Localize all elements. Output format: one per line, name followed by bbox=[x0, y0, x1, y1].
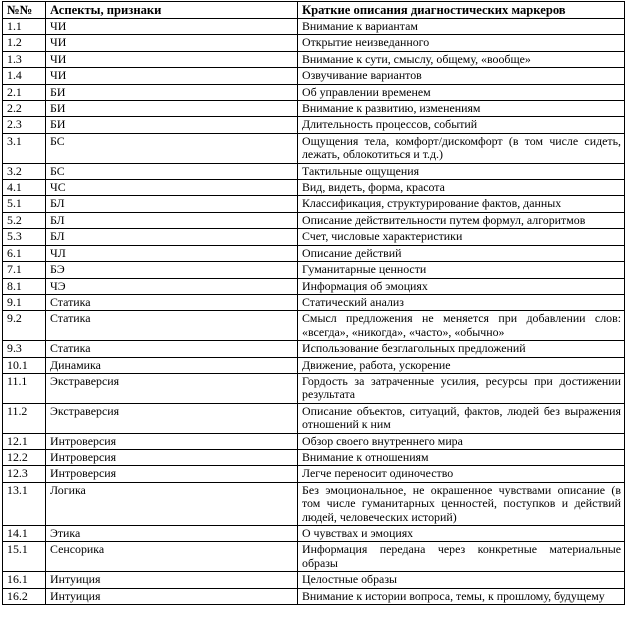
row-number: 7.1 bbox=[3, 262, 46, 278]
row-aspect: ЧИ bbox=[46, 19, 298, 35]
row-number: 1.3 bbox=[3, 51, 46, 67]
row-description: Тактильные ощущения bbox=[298, 163, 625, 179]
row-aspect: Статика bbox=[46, 341, 298, 357]
row-aspect: ЧИ bbox=[46, 68, 298, 84]
table-row bbox=[3, 35, 625, 51]
table-row bbox=[3, 482, 625, 525]
row-aspect: БС bbox=[46, 163, 298, 179]
row-aspect: ЧИ bbox=[46, 51, 298, 67]
table-row bbox=[3, 278, 625, 294]
table-row bbox=[3, 526, 625, 542]
table-row bbox=[3, 357, 625, 373]
row-description: Целостные образы bbox=[298, 572, 625, 588]
row-number: 3.2 bbox=[3, 163, 46, 179]
row-aspect: ЧС bbox=[46, 180, 298, 196]
row-aspect: БИ bbox=[46, 84, 298, 100]
row-description: Описание объектов, ситуаций, фактов, людей без выражения отношений к ним bbox=[298, 403, 625, 433]
row-description: Длительность процессов, событий bbox=[298, 117, 625, 133]
row-number: 2.1 bbox=[3, 84, 46, 100]
row-aspect: БЭ bbox=[46, 262, 298, 278]
row-number: 13.1 bbox=[3, 482, 46, 525]
row-aspect: БЛ bbox=[46, 196, 298, 212]
row-description: О чувствах и эмоциях bbox=[298, 526, 625, 542]
row-description: Ощущения тела, комфорт/дискомфорт (в том числе сидеть, лежать, облокотиться и т.д.) bbox=[298, 133, 625, 163]
row-aspect: Интроверсия bbox=[46, 466, 298, 482]
row-aspect: Статика bbox=[46, 294, 298, 310]
row-aspect: БИ bbox=[46, 117, 298, 133]
row-number: 3.1 bbox=[3, 133, 46, 163]
row-number: 12.1 bbox=[3, 433, 46, 449]
row-description: Внимание к истории вопроса, темы, к прошлому, будущему bbox=[298, 588, 625, 604]
table-row bbox=[3, 403, 625, 433]
table-row bbox=[3, 51, 625, 67]
diagnostic-markers-table bbox=[2, 1, 625, 605]
row-description: Внимание к отношениям bbox=[298, 449, 625, 465]
row-description: Гуманитарные ценности bbox=[298, 262, 625, 278]
header-number: №№ bbox=[3, 2, 46, 19]
row-description: Использование безглагольных предложений bbox=[298, 341, 625, 357]
table-row bbox=[3, 588, 625, 604]
table-row bbox=[3, 133, 625, 163]
row-aspect: ЧИ bbox=[46, 35, 298, 51]
row-number: 10.1 bbox=[3, 357, 46, 373]
table-row bbox=[3, 433, 625, 449]
row-aspect: БИ bbox=[46, 101, 298, 117]
table-row bbox=[3, 163, 625, 179]
row-aspect: ЧЛ bbox=[46, 245, 298, 261]
row-number: 11.1 bbox=[3, 373, 46, 403]
table-row bbox=[3, 341, 625, 357]
row-description: Информация передана через конкретные материальные образы bbox=[298, 542, 625, 572]
row-description: Статический анализ bbox=[298, 294, 625, 310]
row-aspect: Интуиция bbox=[46, 588, 298, 604]
row-number: 5.3 bbox=[3, 229, 46, 245]
row-number: 9.3 bbox=[3, 341, 46, 357]
row-description: Об управлении временем bbox=[298, 84, 625, 100]
row-number: 5.2 bbox=[3, 212, 46, 228]
row-number: 9.1 bbox=[3, 294, 46, 310]
row-aspect: ЧЭ bbox=[46, 278, 298, 294]
table-row bbox=[3, 373, 625, 403]
row-description: Счет, числовые характеристики bbox=[298, 229, 625, 245]
table-row bbox=[3, 466, 625, 482]
table-header-row bbox=[3, 2, 625, 19]
table-body bbox=[3, 19, 625, 605]
header-description: Краткие описания диагностических маркеров bbox=[298, 2, 625, 19]
table-row bbox=[3, 449, 625, 465]
row-description: Легче переносит одиночество bbox=[298, 466, 625, 482]
row-description: Движение, работа, ускорение bbox=[298, 357, 625, 373]
table-row bbox=[3, 542, 625, 572]
row-description: Внимание к развитию, изменениям bbox=[298, 101, 625, 117]
table-row bbox=[3, 294, 625, 310]
table-row bbox=[3, 117, 625, 133]
row-aspect: Динамика bbox=[46, 357, 298, 373]
table-row bbox=[3, 262, 625, 278]
row-number: 1.2 bbox=[3, 35, 46, 51]
row-description: Описание действий bbox=[298, 245, 625, 261]
row-aspect: Интроверсия bbox=[46, 449, 298, 465]
row-description: Гордость за затраченные усилия, ресурсы при достижении результата bbox=[298, 373, 625, 403]
row-aspect: Экстраверсия bbox=[46, 403, 298, 433]
row-number: 5.1 bbox=[3, 196, 46, 212]
row-number: 12.2 bbox=[3, 449, 46, 465]
row-aspect: БС bbox=[46, 133, 298, 163]
row-description: Классификация, структурирование фактов, данных bbox=[298, 196, 625, 212]
row-description: Обзор своего внутреннего мира bbox=[298, 433, 625, 449]
row-aspect: Сенсорика bbox=[46, 542, 298, 572]
row-number: 1.1 bbox=[3, 19, 46, 35]
row-number: 9.2 bbox=[3, 311, 46, 341]
table-row bbox=[3, 572, 625, 588]
row-number: 2.3 bbox=[3, 117, 46, 133]
row-description: Внимание к сути, смыслу, общему, «вообще» bbox=[298, 51, 625, 67]
row-number: 1.4 bbox=[3, 68, 46, 84]
row-number: 8.1 bbox=[3, 278, 46, 294]
table-row bbox=[3, 311, 625, 341]
row-aspect: Интроверсия bbox=[46, 433, 298, 449]
row-description: Информация об эмоциях bbox=[298, 278, 625, 294]
row-description: Без эмоциональное, не окрашенное чувствами описание (в том числе гуманитарных ценностей, поступков и действий людей, человеческих историй) bbox=[298, 482, 625, 525]
row-number: 16.1 bbox=[3, 572, 46, 588]
table-row bbox=[3, 196, 625, 212]
table-row bbox=[3, 212, 625, 228]
row-aspect: Этика bbox=[46, 526, 298, 542]
header-aspect: Аспекты, признаки bbox=[46, 2, 298, 19]
row-description: Описание действительности путем формул, алгоритмов bbox=[298, 212, 625, 228]
table-row bbox=[3, 229, 625, 245]
row-aspect: БЛ bbox=[46, 229, 298, 245]
row-description: Озвучивание вариантов bbox=[298, 68, 625, 84]
table-row bbox=[3, 180, 625, 196]
row-aspect: Экстраверсия bbox=[46, 373, 298, 403]
row-number: 16.2 bbox=[3, 588, 46, 604]
row-number: 15.1 bbox=[3, 542, 46, 572]
row-description: Открытие неизведанного bbox=[298, 35, 625, 51]
row-number: 12.3 bbox=[3, 466, 46, 482]
row-number: 11.2 bbox=[3, 403, 46, 433]
row-aspect: Логика bbox=[46, 482, 298, 525]
row-number: 14.1 bbox=[3, 526, 46, 542]
row-description: Внимание к вариантам bbox=[298, 19, 625, 35]
row-aspect: Интуиция bbox=[46, 572, 298, 588]
table-row bbox=[3, 68, 625, 84]
row-number: 6.1 bbox=[3, 245, 46, 261]
table-row bbox=[3, 84, 625, 100]
row-aspect: БЛ bbox=[46, 212, 298, 228]
table-row bbox=[3, 245, 625, 261]
row-description: Смысл предложения не меняется при добавлении слов: «всегда», «никогда», «часто», «обычно» bbox=[298, 311, 625, 341]
table-row bbox=[3, 19, 625, 35]
row-number: 2.2 bbox=[3, 101, 46, 117]
row-number: 4.1 bbox=[3, 180, 46, 196]
row-description: Вид, видеть, форма, красота bbox=[298, 180, 625, 196]
table-row bbox=[3, 101, 625, 117]
row-aspect: Статика bbox=[46, 311, 298, 341]
